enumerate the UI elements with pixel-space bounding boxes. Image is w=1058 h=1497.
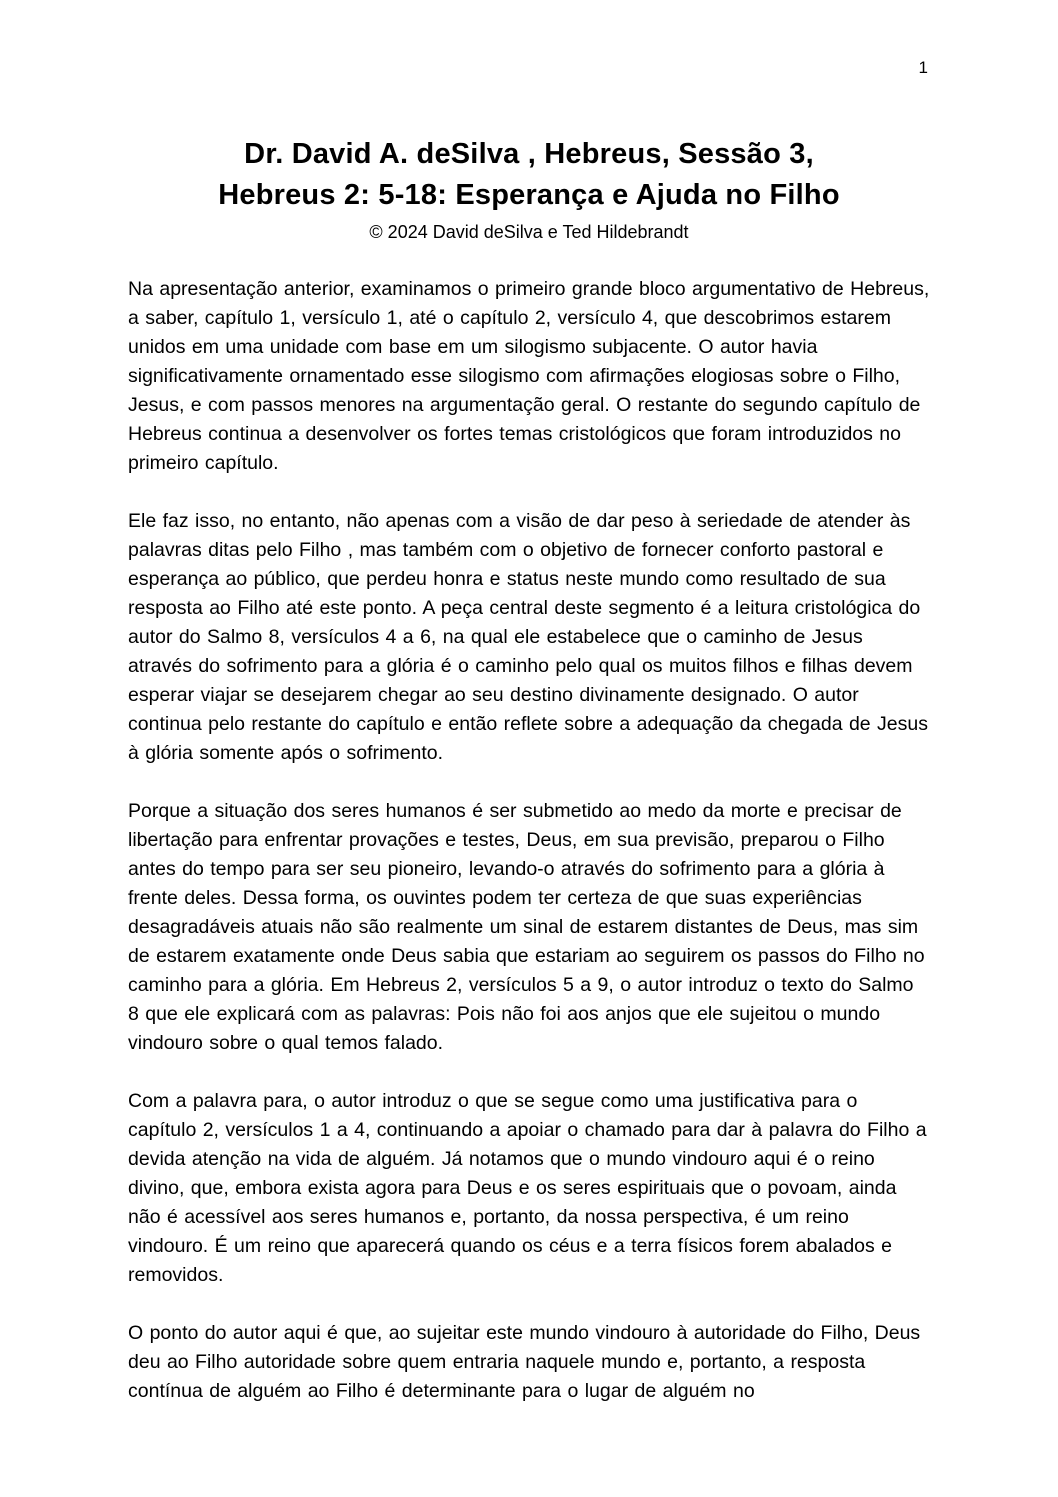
copyright-line: © 2024 David deSilva e Ted Hildebrandt <box>369 222 689 243</box>
body-paragraph: Ele faz isso, no entanto, não apenas com a visão de dar peso à seriedade de atender às palavras ditas pelo Filho , mas também com o objetivo de fornecer conforto pastoral e esperança ao público, que perdeu honra e status neste mundo como resultado de sua resposta ao Filho até este ponto. A peça central deste segmento é a leitura cristológica do autor do Salmo 8, versículos 4 a 6, na qual ele estabelece que o caminho de Jesus através do sofrimento para a glória é o caminho pelo qual os muitos filhos e filhas devem esperar viajar se desejarem chegar ao seu destino divinamente designado. O autor continua pelo restante do capítulo e então reflete sobre a adequação da chegada de Jesus à glória somente após o sofrimento. <box>128 510 928 765</box>
body-paragraph: O ponto do autor aqui é que, ao sujeitar este mundo vindouro à autoridade do Filho, Deus deu ao Filho autoridade sobre quem entraria naquele mundo e, portanto, a resposta contínua de alguém ao Filho é determinante para o lugar de alguém no <box>128 1322 921 1403</box>
body-paragraph: Na apresentação anterior, examinamos o primeiro grande bloco argumentativo de Hebreus, a saber, capítulo 1, versículo 1, até o capítulo 2, versículo 4, que descobrimos estarem unidos em uma unidade com base em um silogismo subjacente. O autor havia significativamente ornamentado esse silogismo com afirmações elogiosas sobre o Filho, Jesus, e com passos menores na argumentação geral. O restante do segundo capítulo de Hebreus continua a desenvolver os fortes temas cristológicos que foram introduzidos no primeiro capítulo. <box>128 278 930 475</box>
body-paragraph: Com a palavra para, o autor introduz o que se segue como uma justificativa para o capítulo 2, versículos 1 a 4, continuando a apoiar o chamado para dar à palavra do Filho a devida atenção na vida de alguém. Já notamos que o mundo vindouro aqui é o reino divino, que, embora exista agora para Deus e os seres espirituais que o povoam, ainda não é acessível aos seres humanos e, portanto, da nossa perspectiva, é um reino vindouro. É um reino que aparecerá quando os céus e a terra físicos forem abalados e removidos. <box>128 1090 927 1287</box>
body-paragraph: Porque a situação dos seres humanos é ser submetido ao medo da morte e precisar de libertação para enfrentar provações e testes, Deus, em sua previsão, preparou o Filho antes do tempo para ser seu pioneiro, levando-o através do sofrimento para a glória à frente deles. Dessa forma, os ouvintes podem ter certeza de que suas experiências desagradáveis atuais não são realmente um sinal de estarem distantes de Deus, mas sim de estarem exatamente onde Deus sabia que estariam ao seguirem os passos do Filho no caminho para a glória. Em Hebreus 2, versículos 5 a 9, o autor introduz o texto do Salmo 8 que ele explicará com as palavras: Pois não foi aos anjos que ele sujeitou o mundo vindouro sobre o qual temos falado. <box>128 800 925 1055</box>
document-title <box>128 134 930 216</box>
page-number: 1 <box>918 58 928 77</box>
title-line-2: Hebreus 2: 5-18: Esperança e Ajuda no Filho <box>218 179 840 212</box>
document-body <box>128 275 930 1406</box>
title-line-1: Dr. David A. deSilva , Hebreus, Sessão 3, <box>244 138 814 170</box>
